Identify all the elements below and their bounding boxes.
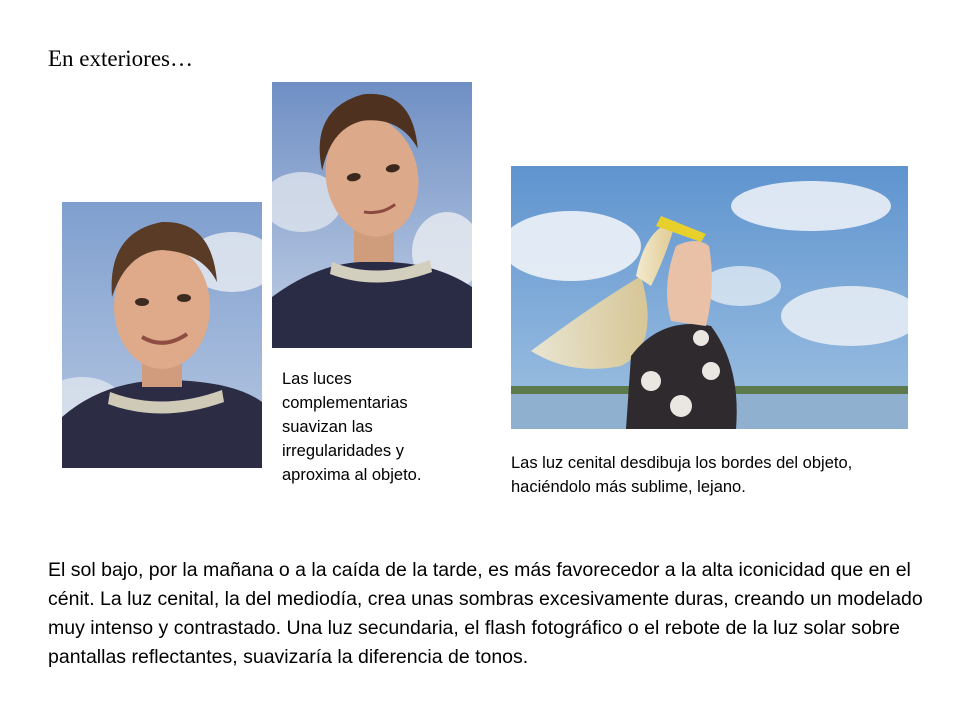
slide-title: En exteriores… [48,46,193,71]
portrait-young-man-tilted-head-icon [272,82,472,348]
portrait-young-man-smiling-icon [62,202,262,468]
body-paragraph: El sol bajo, por la mañana o a la caída de la tarde, es más favorecedor a la alta iconicidad que en el cénit. La luz cenital, la del mediodía, crea unas sombras excesivamente duras, creando un modelado muy intenso y contrastado. Una luz secundaria, el flash fotográfico o el rebote de la luz solar sobre pantallas reflectantes, suavizaría la diferencia de tonos. [48,559,923,668]
girl-photo-cenital-light [511,166,908,429]
girl-with-sunglasses-looking-up-icon [511,166,908,429]
portrait-photo-tilted [272,82,472,348]
portrait-photo-smiling [62,202,262,468]
caption-complementary-lights: Las luces complementarias suavizan las irregularidades y aproxima al objeto. [282,370,422,484]
caption-cenital-light: Las luz cenital desdibuja los bordes del objeto, haciéndolo más sublime, lejano. [511,454,853,496]
